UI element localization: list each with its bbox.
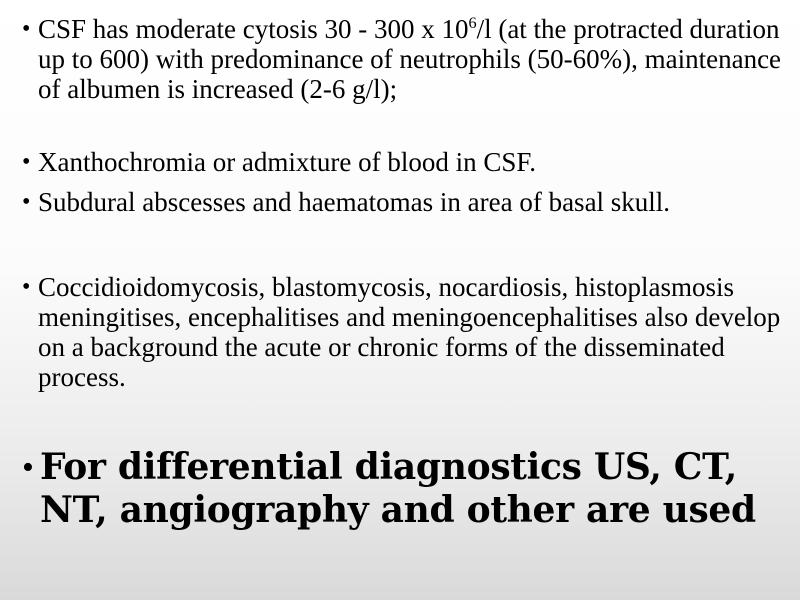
bullet-marker: • <box>22 274 31 300</box>
bullet-text: Coccidioidomycosis, blastomycosis, nocardiosis, histoplasmosis meningitises, encephalitises and meningoencephalitises also develop on a background the acute or chronic forms of the disseminated process. <box>38 272 781 392</box>
bullet-text-after-sup: /l (at the protracted duration up to 600) with predominance of neutrophils (50-60%), maintenance of albumen is increased (2-6 g/l); <box>38 14 782 104</box>
bullet-text: Xanthochromia or admixture of blood in CSF. <box>38 147 537 177</box>
bullet-text <box>38 14 782 104</box>
bullet-csf-cytosis <box>22 14 782 104</box>
bullet-text: For differential diagnostics US, CT, NT, angiography and other are used <box>40 446 756 531</box>
bullet-subdural-abscesses <box>22 187 782 217</box>
bullet-differential-diagnostics <box>22 446 782 532</box>
bullet-marker: • <box>22 149 31 175</box>
bullet-text-before-sup: CSF has moderate cytosis 30 - 300 x 10 <box>38 14 469 44</box>
bullet-marker: • <box>22 16 31 42</box>
bullet-xanthochromia <box>22 147 782 177</box>
bullet-marker: • <box>22 189 31 215</box>
bullet-marker: • <box>22 449 34 486</box>
bullet-text: Subdural abscesses and haematomas in area of basal skull. <box>38 187 671 217</box>
bullet-fungal-meningitises <box>22 272 782 392</box>
superscript-exponent: 6 <box>468 14 477 32</box>
